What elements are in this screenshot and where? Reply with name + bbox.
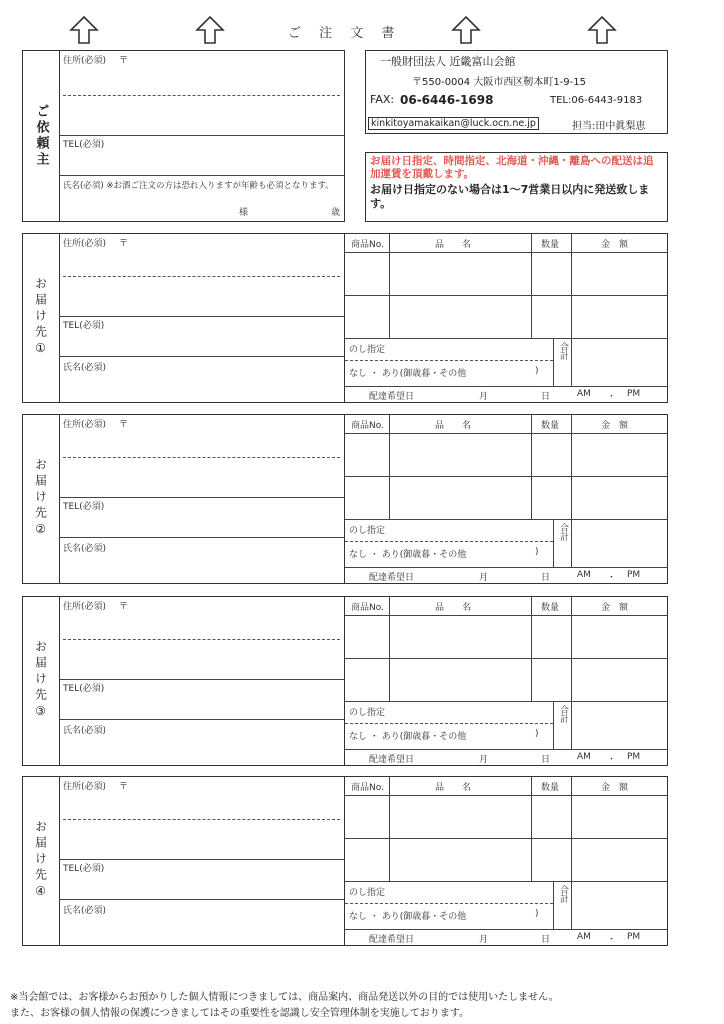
quantity-header: 数量 <box>541 240 560 250</box>
row-divider <box>345 338 667 339</box>
row-divider <box>345 433 667 434</box>
quantity-header: 数量 <box>541 783 560 793</box>
noshi-options[interactable]: なし ・ あり(御歳暮・その他 <box>349 369 467 379</box>
separator-dot: ・ <box>607 392 617 402</box>
postal-mark: 〒 <box>119 602 129 612</box>
name-label: 氏名(必須) <box>63 726 107 736</box>
quantity-header: 数量 <box>541 603 560 613</box>
noshi-divider <box>345 723 553 724</box>
amount-header: 金 額 <box>601 240 629 250</box>
name-label: 氏名(必須) <box>63 906 107 916</box>
col-divider <box>553 519 554 567</box>
product-table <box>345 776 668 946</box>
product-table <box>345 596 668 766</box>
product-no-header: 商品No. <box>351 783 384 793</box>
noshi-divider <box>345 360 553 361</box>
fax-number: 06-6446-1698 <box>400 93 494 107</box>
month-label: 月 <box>479 755 489 765</box>
delivery-label: 配達希望日 <box>369 935 415 945</box>
divider <box>59 859 344 860</box>
address-label: 住所(必須) <box>63 602 107 612</box>
age-label: 歳 <box>331 208 341 218</box>
amount-header: 金 額 <box>601 783 629 793</box>
product-no-header: 商品No. <box>351 603 384 613</box>
requester-side-label: ご依頼主 <box>23 51 60 221</box>
row-divider <box>345 519 667 520</box>
am-option[interactable]: AM <box>577 570 591 580</box>
postal-mark: 〒 <box>119 239 129 249</box>
divider <box>59 135 344 136</box>
delivery-label: 配達希望日 <box>369 392 415 402</box>
day-label: 日 <box>541 755 551 765</box>
day-label: 日 <box>541 935 551 945</box>
noshi-close: ) <box>535 729 539 739</box>
row-divider <box>345 386 667 387</box>
address-label: 住所(必須) <box>63 56 107 66</box>
col-divider <box>389 415 390 519</box>
col-divider <box>389 597 390 701</box>
divider <box>59 497 344 498</box>
amount-header: 金 額 <box>601 421 629 431</box>
row-divider <box>345 252 667 253</box>
name-label: 氏名(必須) <box>63 363 107 373</box>
row-divider <box>345 658 667 659</box>
product-no-header: 商品No. <box>351 421 384 431</box>
destination-side-label: お届け先② <box>23 415 60 583</box>
destination-address-box <box>22 776 345 946</box>
col-divider <box>571 415 572 567</box>
notice-red: お届け日指定、時間指定、北海道・沖縄・離島への配送は追加運賃を頂戴します。 <box>370 155 654 180</box>
row-divider <box>345 929 667 930</box>
noshi-close: ) <box>535 909 539 919</box>
col-divider <box>571 597 572 749</box>
col-divider <box>553 701 554 749</box>
tel-label: TEL(必須) <box>63 684 105 694</box>
row-divider <box>345 795 667 796</box>
row-divider <box>345 701 667 702</box>
pm-option[interactable]: PM <box>627 570 641 580</box>
row-divider <box>345 749 667 750</box>
delivery-label: 配達希望日 <box>369 573 415 583</box>
destination-side-label: お届け先① <box>23 234 60 402</box>
notice-black: お届け日指定のない場合は1～7営業日以内に発送致します。 <box>370 183 650 210</box>
col-divider <box>571 234 572 386</box>
divider <box>59 537 344 538</box>
company-address: 〒550-0004 大阪市西区靭本町1-9-15 <box>412 77 586 88</box>
col-divider <box>531 597 532 701</box>
total-label: 合計 <box>558 523 568 541</box>
col-divider <box>531 234 532 338</box>
product-table <box>345 233 668 403</box>
col-divider <box>553 881 554 929</box>
up-arrow-icon <box>586 14 618 46</box>
row-divider <box>345 295 667 296</box>
noshi-divider <box>345 541 553 542</box>
product-name-header: 品 名 <box>435 421 472 431</box>
privacy-notice-1: ※当会館では、お客様からお預かりした個人情報につきましては、商品案内、商品発送以外の目的では使用いたしません。 <box>10 992 559 1003</box>
quantity-header: 数量 <box>541 421 560 431</box>
tel-label: TEL(必須) <box>63 321 105 331</box>
noshi-label: のし指定 <box>349 526 386 536</box>
address-label: 住所(必須) <box>63 239 107 249</box>
noshi-divider <box>345 903 553 904</box>
product-name-header: 品 名 <box>435 603 472 613</box>
address-label: 住所(必須) <box>63 420 107 430</box>
address-line[interactable] <box>63 639 340 640</box>
tel-label: TEL(必須) <box>63 140 105 150</box>
address-line[interactable] <box>63 819 340 820</box>
noshi-options[interactable]: なし ・ あり(御歳暮・その他 <box>349 550 467 560</box>
notice-box <box>365 152 668 222</box>
destination-address-box <box>22 596 345 766</box>
address-label: 住所(必須) <box>63 782 107 792</box>
month-label: 月 <box>479 573 489 583</box>
day-label: 日 <box>541 392 551 402</box>
month-label: 月 <box>479 392 489 402</box>
col-divider <box>389 777 390 881</box>
separator-dot: ・ <box>607 935 617 945</box>
amount-header: 金 額 <box>601 603 629 613</box>
company-info <box>365 50 668 134</box>
am-option[interactable]: AM <box>577 932 591 942</box>
am-option[interactable]: AM <box>577 752 591 762</box>
divider <box>59 719 344 720</box>
product-no-header: 商品No. <box>351 240 384 250</box>
day-label: 日 <box>541 573 551 583</box>
col-divider <box>531 777 532 881</box>
privacy-notice-2: また、お客様の個人情報の保護につきましてはその重要性を認識し安全管理体制を実施しております。 <box>10 1008 469 1019</box>
col-divider <box>553 338 554 386</box>
divider <box>59 679 344 680</box>
pm-option[interactable]: PM <box>627 752 641 762</box>
col-divider <box>389 234 390 338</box>
row-divider <box>345 476 667 477</box>
noshi-close: ) <box>535 547 539 557</box>
destination-side-label: お届け先③ <box>23 597 60 765</box>
up-arrow-icon <box>68 14 100 46</box>
pm-option[interactable]: PM <box>627 389 641 399</box>
destination-side-label: お届け先④ <box>23 777 60 945</box>
month-label: 月 <box>479 935 489 945</box>
col-divider <box>571 777 572 929</box>
product-name-header: 品 名 <box>435 783 472 793</box>
product-name-header: 品 名 <box>435 240 472 250</box>
noshi-label: のし指定 <box>349 345 386 355</box>
tel-number: TEL:06-6443-9183 <box>550 95 643 106</box>
divider <box>59 316 344 317</box>
divider <box>59 175 344 176</box>
destination-address-box <box>22 233 345 403</box>
page-title: ご 注 文 書 <box>288 26 402 41</box>
product-table <box>345 414 668 584</box>
row-divider <box>345 881 667 882</box>
name-label: 氏名(必須) <box>63 544 107 554</box>
total-label: 合計 <box>558 705 568 723</box>
email-link[interactable]: kinkitoyamakaikan@luck.ocn.ne.jp <box>368 117 539 130</box>
contact-person: 担当:田中眞梨恵 <box>572 121 646 132</box>
address-line[interactable] <box>63 457 340 458</box>
tel-label: TEL(必須) <box>63 502 105 512</box>
noshi-options[interactable]: なし ・ あり(御歳暮・その他 <box>349 912 467 922</box>
total-label: 合計 <box>558 342 568 360</box>
postal-mark: 〒 <box>119 56 129 66</box>
address-line[interactable] <box>63 276 340 277</box>
requester-section <box>22 50 345 222</box>
name-label: 氏名(必須) ※お酒ご注文の方は恐れ入りますが年齢も必須となります。 <box>63 181 334 191</box>
row-divider <box>345 567 667 568</box>
total-label: 合計 <box>558 885 568 903</box>
pm-option[interactable]: PM <box>627 932 641 942</box>
divider <box>59 356 344 357</box>
up-arrow-icon <box>450 14 482 46</box>
destination-address-box <box>22 414 345 584</box>
col-divider <box>531 415 532 519</box>
noshi-close: ) <box>535 366 539 376</box>
company-name: 一般財団法人 近畿富山会館 <box>380 55 516 68</box>
row-divider <box>345 838 667 839</box>
divider <box>59 899 344 900</box>
up-arrow-icon <box>194 14 226 46</box>
fax-label: FAX: <box>370 93 395 106</box>
postal-mark: 〒 <box>119 420 129 430</box>
separator-dot: ・ <box>607 573 617 583</box>
delivery-label: 配達希望日 <box>369 755 415 765</box>
am-option[interactable]: AM <box>577 389 591 399</box>
sama-label: 様 <box>239 208 249 218</box>
noshi-label: のし指定 <box>349 888 386 898</box>
noshi-options[interactable]: なし ・ あり(御歳暮・その他 <box>349 732 467 742</box>
separator-dot: ・ <box>607 755 617 765</box>
noshi-label: のし指定 <box>349 708 386 718</box>
address-line[interactable] <box>63 95 340 96</box>
row-divider <box>345 615 667 616</box>
tel-label: TEL(必須) <box>63 864 105 874</box>
postal-mark: 〒 <box>119 782 129 792</box>
